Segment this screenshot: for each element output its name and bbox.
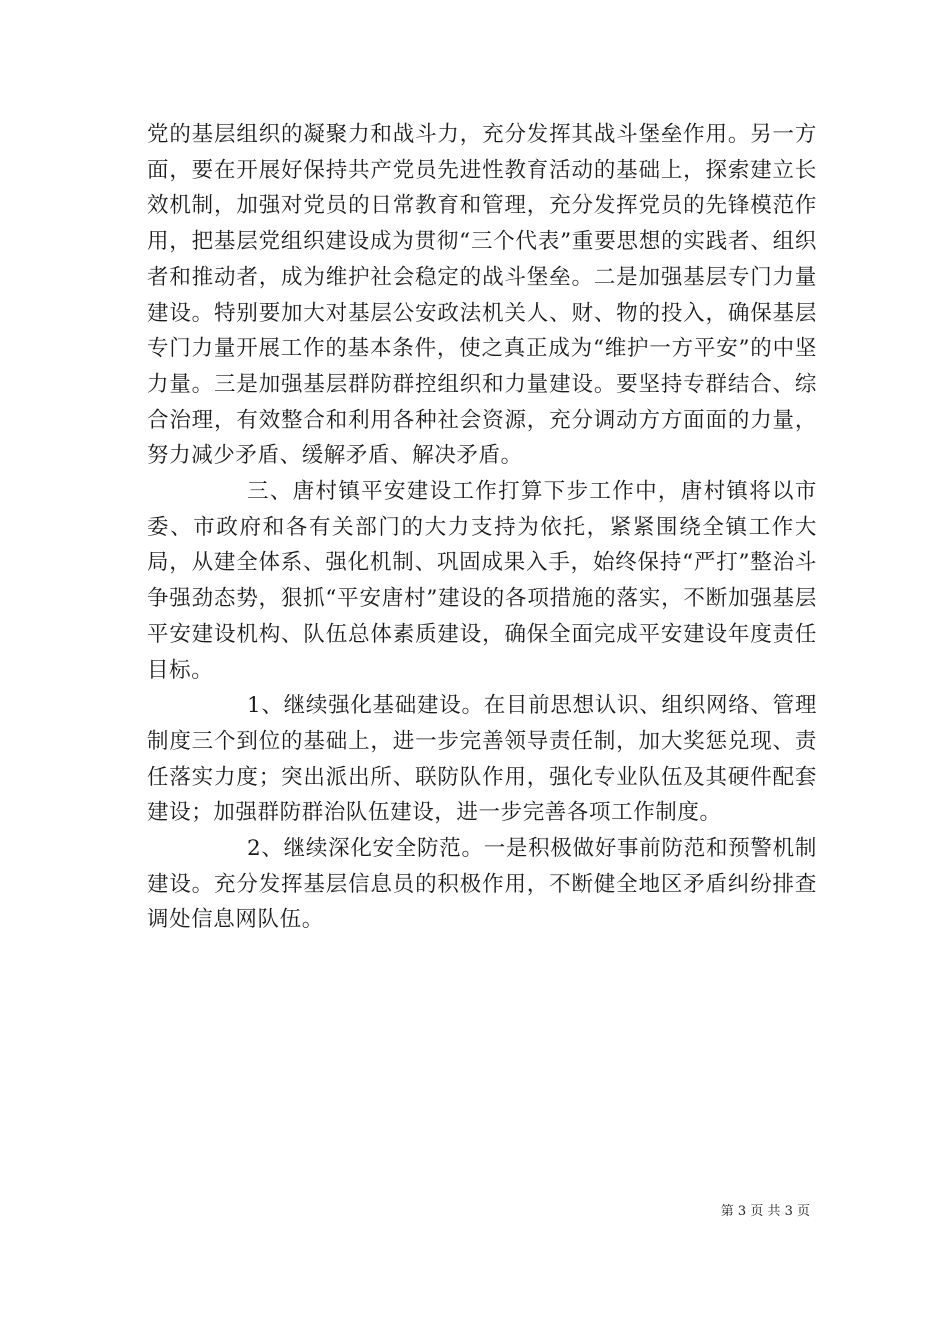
paragraph-continuation: 党的基层组织的凝聚力和战斗力，充分发挥其战斗堡垒作用。另一方面，要在开展好保持共产党员先进性教育活动的基础上，探索建立长效机制，加强对党员的日常教育和管理，充分发挥党员的先锋模范作用，把基层党组织建设成为贯彻“三个代表”重要思想的实践者、组织者和推动者，成为维护社会稳定的战斗堡垒。二是加强基层专门力量建设。特别要加大对基层公安政法机关人、财、物的投入，确保基层专门力量开展工作的基本条件，使之真正成为“维护一方平安”的中坚力量。三是加强基层群防群控组织和力量建设。要坚持专群结合、综合治理，有效整合和利用各种社会资源，充分调动方方面面的力量，努力减少矛盾、缓解矛盾、解决矛盾。 bbox=[147, 122, 817, 469]
page-number-footer: 第 3 页 共 3 页 bbox=[720, 1204, 810, 1219]
paragraph-section-three: 三、唐村镇平安建设工作打算下步工作中，唐村镇将以市委、市政府和各有关部门的大力支持为依托，紧紧围绕全镇工作大局，从建全体系、强化机制、巩固成果入手，始终保持“严打”整治斗争强劲态势，狠抓“平安唐村”建设的各项措施的落实，不断加强基层平安建设机构、队伍总体素质建设，确保全面完成平安建设年度责任目标。 bbox=[147, 479, 817, 683]
paragraph-item-one: 1、继续强化基础建设。在目前思想认识、组织网络、管理制度三个到位的基础上，进一步完善领导责任制，加大奖惩兑现、责任落实力度；突出派出所、联防队作用，强化专业队伍及其硬件配套建设；加强群防群治队伍建设，进一步完善各项工作制度。 bbox=[147, 693, 817, 826]
document-body bbox=[147, 117, 817, 938]
paragraph-item-two: 2、继续深化安全防范。一是积极做好事前防范和预警机制建设。充分发挥基层信息员的积极作用，不断健全地区矛盾纠纷排查调处信息网队伍。 bbox=[147, 836, 817, 933]
